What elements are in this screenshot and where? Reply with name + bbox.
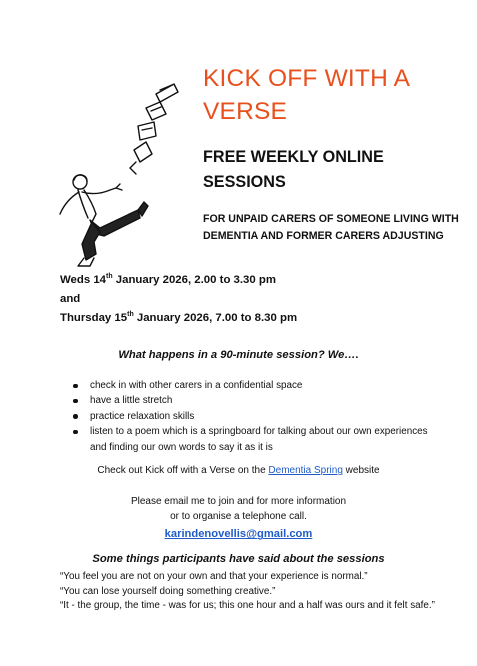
date-2-day: Thursday 15 [60, 312, 128, 324]
page-title: KICK OFF WITH A VERSE [203, 65, 409, 125]
quote: “You can lose yourself doing something creative.” [60, 585, 276, 597]
kicking-figure-illustration [52, 78, 192, 278]
list-item-text: have a little stretch [90, 395, 173, 407]
subtitle: FREE WEEKLY ONLINE SESSIONS [203, 148, 384, 191]
quotes-list [60, 570, 440, 614]
contact-line-2: or to organise a telephone call. [170, 511, 307, 523]
contact-line-1: Please email me to join and for more information [130, 496, 347, 507]
quote: “You feel you are not on your own and that your experience is normal.” [60, 571, 368, 582]
date-line-1 [60, 271, 460, 290]
flying-paper-icon [138, 122, 156, 140]
list-item [68, 409, 438, 424]
list-item [68, 424, 438, 455]
bullet-icon [73, 430, 78, 435]
contact-block [0, 494, 477, 543]
bullet-icon [73, 414, 78, 419]
audience-text: FOR UNPAID CARERS OF SOMEONE LIVING WITH DEMENTIA AND FORMER CARERS ADJUSTING [203, 213, 459, 242]
date-2-suffix: th [127, 311, 134, 318]
flying-paper-icon [146, 102, 166, 120]
activity-list [68, 378, 438, 455]
list-item-text: check in with other carers in a confidential space [90, 380, 303, 391]
bullet-icon [73, 384, 78, 389]
date-2-details: January 2026, 7.00 to 8.30 pm [133, 312, 298, 324]
quotes-heading: Some things participants have said about the sessions [92, 553, 385, 565]
date-1-details: January 2026, 2.00 to 3.30 pm [112, 274, 276, 286]
checkout-text-end: website [342, 465, 380, 476]
list-item [68, 378, 438, 393]
session-question: What happens in a 90-minute session? We…. [118, 349, 359, 361]
list-item [68, 393, 438, 408]
checkout-line [0, 465, 477, 476]
dementia-spring-link[interactable]: Dementia Spring [268, 465, 343, 476]
paper-fragment-icon [130, 162, 136, 174]
date-line-2 [60, 309, 460, 328]
date-1-suffix: th [106, 273, 113, 280]
flying-paper-icon [134, 142, 152, 162]
bullet-icon [73, 399, 78, 404]
session-dates [60, 271, 460, 328]
date-connector: and [60, 293, 81, 305]
checkout-text: Check out Kick off with a Verse on the [97, 465, 269, 476]
list-item-text: listen to a poem which is a springboard for talking about our own experiences and finding our own words to say it as it is [90, 426, 428, 453]
email-link[interactable]: karindenovellis@gmail.com [164, 528, 313, 541]
date-1-day: Weds 14 [60, 274, 107, 286]
list-item-text: practice relaxation skills [90, 410, 195, 422]
flying-paper-icon [156, 84, 178, 102]
quote: “It - the group, the time - was for us; this one hour and a half was ours and it felt safe.” [60, 600, 435, 611]
